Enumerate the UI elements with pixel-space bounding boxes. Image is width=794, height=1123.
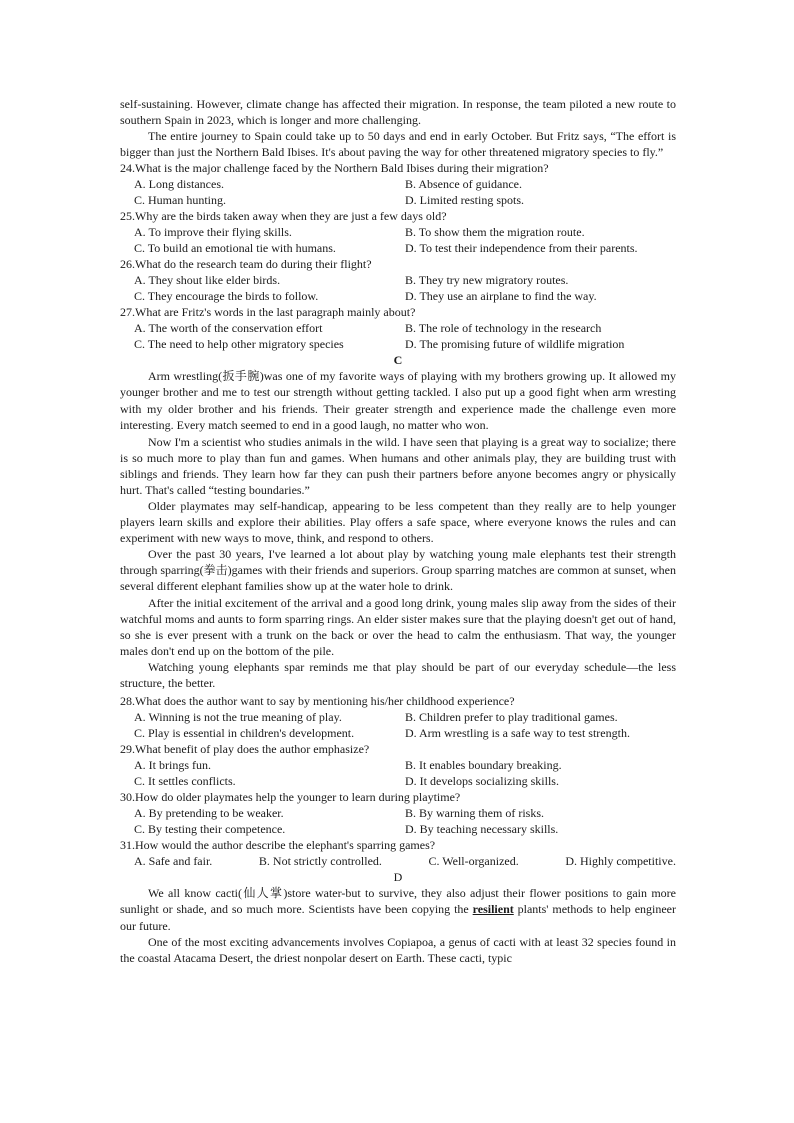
option: C. To build an emotional tie with humans. — [134, 241, 336, 255]
passage-b-paragraph: The entire journey to Spain could take up to 50 days and end in early October. But Fritz says, “The effort is bigger than just the Northern Bald Ibises. It's about paving the way for other threatened migratory species to fly.” — [120, 129, 676, 159]
option: C. It settles conflicts. — [134, 773, 236, 788]
question-stem: 26.What do the research team do during their flight? — [120, 257, 372, 271]
passage-c-paragraph: Older playmates may self-handicap, appearing to be less competent than they really are to help younger players learn skills and explore their abilities. Play offers a safe space, where everyone knows the rules and can experiment with new ways to move, think, and respond to others. — [120, 498, 676, 545]
option: A. The worth of the conservation effort — [134, 321, 323, 335]
option: B. It enables boundary breaking. — [405, 757, 562, 772]
option: C. They encourage the birds to follow. — [134, 289, 319, 303]
question-block — [120, 741, 676, 789]
section-label-c: C — [393, 353, 403, 367]
section-label-d: D — [393, 869, 403, 884]
option-grid — [120, 224, 676, 256]
option: B. Not strictly controlled. — [258, 853, 382, 868]
option: B. Children prefer to play traditional games. — [405, 709, 618, 724]
option: C. By testing their competence. — [134, 821, 286, 836]
option: B. The role of technology in the research — [405, 321, 602, 335]
option: D. Limited resting spots. — [405, 193, 524, 207]
passage-c-paragraph: Now I'm a scientist who studies animals in the wild. I have seen that playing is a great way to socialize; there is so much more to play than fun and games. When humans and other animals play, they are building trust with siblings and friends. They learn how far they can push their partners before anyone becomes angry or physically hurt. That's called “testing boundaries.” — [120, 434, 676, 497]
vocab-keyword: resilient — [472, 902, 514, 917]
page-content — [120, 96, 676, 966]
option: C. Human hunting. — [134, 193, 226, 207]
option: A. It brings fun. — [134, 757, 211, 772]
option: D. To test their independence from their parents. — [405, 241, 638, 255]
passage-c-paragraph: Watching young elephants spar reminds me that play should be part of our everyday schedule—the less structure, the better. — [120, 659, 676, 690]
question-block — [120, 304, 676, 352]
question-stem: 29.What benefit of play does the author emphasize? — [120, 741, 370, 756]
question-block — [120, 789, 676, 837]
option-grid — [120, 757, 676, 789]
question-stem: 31.How would the author describe the elephant's sparring games? — [120, 837, 436, 852]
passage-b-paragraph: self-sustaining. However, climate change has affected their migration. In response, the team piloted a new route to southern Spain in 2023, which is longer and more challenging. — [120, 97, 676, 127]
question-block — [120, 160, 676, 208]
option: A. Long distances. — [134, 177, 224, 191]
option: D. It develops socializing skills. — [405, 773, 559, 788]
option: C. The need to help other migratory species — [134, 337, 344, 351]
option: A. Safe and fair. — [134, 853, 213, 868]
option: D. Highly competitive. — [565, 853, 676, 868]
option: B. By warning them of risks. — [405, 805, 544, 820]
question-block — [120, 256, 676, 304]
question-block — [120, 208, 676, 256]
passage-d-paragraph — [120, 885, 676, 934]
question-stem: 24.What is the major challenge faced by the Northern Bald Ibises during their migration? — [120, 161, 549, 175]
question-stem: 27.What are Fritz's words in the last paragraph mainly about? — [120, 305, 416, 319]
option: D. They use an airplane to find the way. — [405, 289, 597, 303]
question-block — [120, 693, 676, 741]
option: A. They shout like elder birds. — [134, 273, 281, 287]
option: C. Play is essential in children's development. — [134, 725, 355, 740]
option-grid — [120, 176, 676, 208]
option-grid — [120, 272, 676, 304]
option: D. Arm wrestling is a safe way to test strength. — [405, 725, 630, 740]
question-stem: 30.How do older playmates help the younger to learn during playtime? — [120, 789, 461, 804]
passage-c-paragraph: After the initial excitement of the arrival and a good long drink, young males slip away from the sides of their watchful moms and aunts to form sparring rings. An elder sister makes sure that the playing doesn't get out of hand, so she is ever present with a trunk on the back or over the head to calm the enthusiasm. That way, the younger males don't end up on the bottom of the pile. — [120, 595, 676, 658]
option-grid — [120, 709, 676, 741]
passage-d-text: plants' methods to help engineer our future. — [120, 902, 677, 933]
passage-d-paragraph: One of the most exciting advancements involves Copiapoa, a genus of cacti with at least 32 species found in the coastal Atacama Desert, the driest nonpolar desert on Earth. These cacti, typic — [120, 935, 676, 966]
option: D. By teaching necessary skills. — [405, 821, 559, 836]
passage-d-text: We all know cacti(仙人掌)store water-but to survive, they also adjust their flower positions to gain more sunlight or shade, and so much more. Scientists have been copying the — [120, 885, 676, 917]
option: A. To improve their flying skills. — [134, 225, 292, 239]
option: C. Well-organized. — [428, 853, 519, 868]
option-grid — [120, 320, 676, 352]
question-block — [120, 837, 676, 869]
passage-c-paragraph: Arm wrestling(扳手腕)was one of my favorite ways of playing with my brothers growing up. It allowed my younger brother and me to test our strength without getting tackled. I also put up a good fight when arm wresting with my older brother and his friends. Their greater strength and experience made the challenge even more interesting. Every match seemed to end in a good laugh, no matter who won. — [120, 369, 676, 433]
option: A. Winning is not the true meaning of play. — [134, 709, 342, 724]
option-row — [120, 853, 676, 869]
option: B. Absence of guidance. — [405, 177, 522, 191]
question-stem: 28.What does the author want to say by mentioning his/her childhood experience? — [120, 693, 515, 708]
question-stem: 25.Why are the birds taken away when they are just a few days old? — [120, 209, 447, 223]
option: B. They try new migratory routes. — [405, 273, 569, 287]
option: A. By pretending to be weaker. — [134, 805, 284, 820]
option: D. The promising future of wildlife migration — [405, 337, 625, 351]
passage-c-paragraph: Over the past 30 years, I've learned a lot about play by watching young male elephants test their strength through sparring(拳击)games with their friends and superiors. Group sparring matches are common at sunset, when several different elephant families show up at the water hole to drink. — [120, 546, 676, 594]
option: B. To show them the migration route. — [405, 225, 585, 239]
option-grid — [120, 805, 676, 837]
